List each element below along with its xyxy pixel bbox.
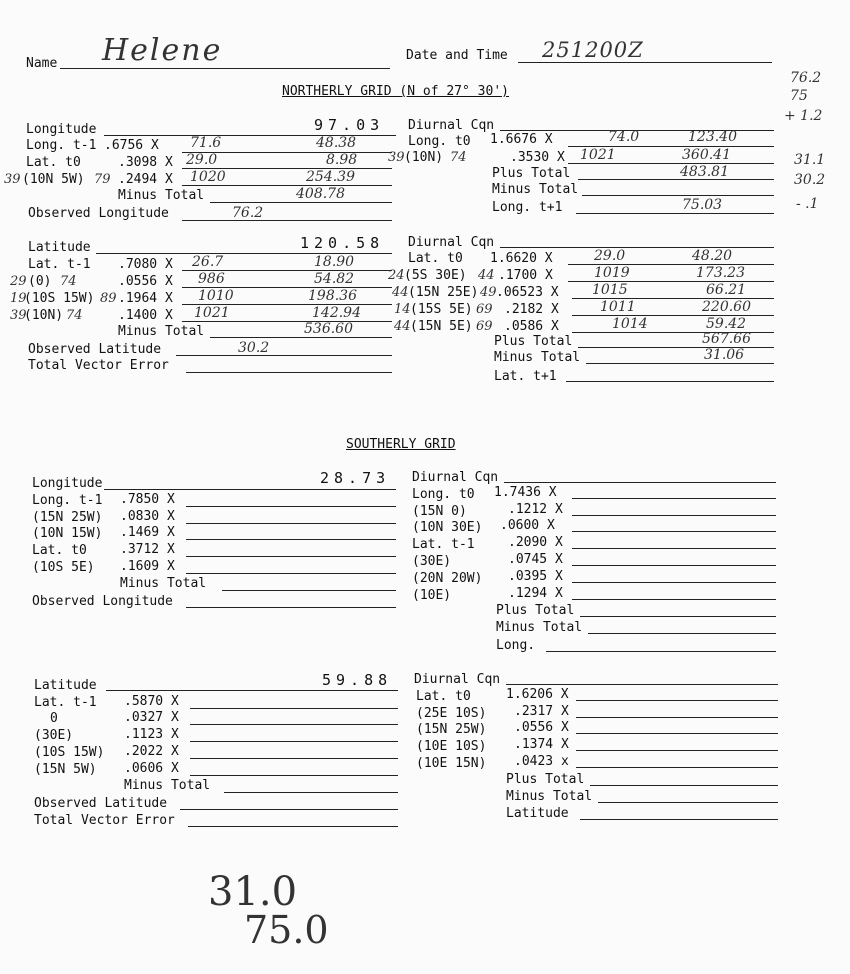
row-prefix: 79 xyxy=(94,172,111,187)
row-label: (10E) xyxy=(412,588,452,603)
row-coef: .1964 X xyxy=(118,291,173,306)
minus-total-line xyxy=(588,633,776,634)
row-line xyxy=(576,733,778,734)
section-label: Latitude xyxy=(28,240,91,255)
row-label: (10S 15W) xyxy=(34,745,105,760)
plus-total-value: 567.66 xyxy=(702,331,751,347)
row-prefix: 29 xyxy=(10,274,27,289)
section-value: 97.03 xyxy=(314,116,385,134)
row-coef: .0327 X xyxy=(124,710,179,725)
row-coef: 1.6206 X xyxy=(506,687,569,702)
minus-total-line xyxy=(224,792,398,793)
margin-note-2: 75 xyxy=(790,88,808,104)
minus-total-value: 408.78 xyxy=(296,186,345,202)
row-prefix: 39 xyxy=(10,308,27,323)
observed-line xyxy=(180,809,398,810)
row-line xyxy=(576,717,778,718)
southerly-grid-title: SOUTHERLY GRID xyxy=(346,437,456,452)
row-coef: .0745 X xyxy=(508,552,563,567)
row-prefix: 39 xyxy=(388,150,405,165)
row-label: Long. t-1 xyxy=(32,493,103,508)
row-input: 74.0 xyxy=(608,129,640,145)
row-line xyxy=(190,758,398,759)
minus-total-label: Minus Total xyxy=(124,778,211,793)
minus-total-label: Minus Total xyxy=(118,188,205,203)
observed-label: Observed Latitude xyxy=(34,796,168,811)
row-coef: 1.6620 X xyxy=(490,251,553,266)
tve-line xyxy=(188,826,398,827)
datetime-label: Date and Time xyxy=(406,48,508,63)
row-prefix: 69 xyxy=(476,319,493,334)
minus-total-value: 31.06 xyxy=(704,347,745,363)
row-coef: .3098 X xyxy=(118,155,173,170)
row-line xyxy=(572,515,776,516)
row-coef: .2494 X xyxy=(118,172,173,187)
row-label: (30E) xyxy=(34,728,74,743)
plus-total-value: 483.81 xyxy=(680,164,729,180)
row-coef: .0600 X xyxy=(500,518,555,533)
row-coef: .2182 X xyxy=(504,302,559,317)
observed-label: Observed Longitude xyxy=(28,206,169,221)
side-note-2: 30.2 xyxy=(794,172,826,188)
row-input: 986 xyxy=(198,271,225,287)
long-t1-line xyxy=(576,213,774,214)
row-result: 123.40 xyxy=(688,129,737,145)
row-coef: .2022 X xyxy=(124,744,179,759)
row-line xyxy=(190,741,398,742)
plus-total-line xyxy=(578,179,774,180)
latitude-label: Latitude xyxy=(506,806,569,821)
row-result: 142.94 xyxy=(312,305,361,321)
row-coef: .5870 X xyxy=(124,694,179,709)
lat-t1-label: Lat. t+1 xyxy=(494,369,557,384)
row-coef: .1700 X xyxy=(498,268,553,283)
minus-total-line xyxy=(598,802,778,803)
row-coef: .0423 x xyxy=(514,754,569,769)
row-label: (10N) xyxy=(404,150,444,165)
row-prefix: 24 xyxy=(388,268,405,283)
plus-total-label: Plus Total xyxy=(492,166,571,181)
row-line xyxy=(190,708,398,709)
footer-note-1: 31.0 xyxy=(208,869,298,915)
observed-line xyxy=(186,607,396,608)
row-label: Long. t-1 xyxy=(26,138,97,153)
section-label: Longitude xyxy=(32,476,103,491)
row-line xyxy=(572,498,776,499)
row-prefix: 69 xyxy=(476,302,493,317)
row-line xyxy=(576,700,778,701)
minus-total-line xyxy=(586,363,774,364)
row-label: (10N 30E) xyxy=(412,520,483,535)
row-label: (20N 20W) xyxy=(412,571,483,586)
row-prefix: 74 xyxy=(66,308,83,323)
row-coef: 1.6676 X xyxy=(490,132,553,147)
row-input: 1011 xyxy=(600,299,636,315)
row-input: 1015 xyxy=(592,282,628,298)
row-input: 29.0 xyxy=(594,248,626,264)
row-coef: .0830 X xyxy=(120,509,175,524)
diurnal-label: Diurnal Cqn xyxy=(408,118,495,133)
row-line xyxy=(572,548,776,549)
row-coef: .2090 X xyxy=(508,535,563,550)
row-coef: .3530 X xyxy=(510,150,565,165)
row-coef: .0586 X xyxy=(504,319,559,334)
row-input: 1021 xyxy=(194,305,230,321)
long-t1-label: Long. t+1 xyxy=(492,200,563,215)
observed-line xyxy=(182,220,392,221)
row-label: Lat. t0 xyxy=(32,543,87,558)
diurnal-label: Diurnal Cqn xyxy=(412,470,499,485)
row-prefix: 74 xyxy=(450,150,467,165)
row-input: 1014 xyxy=(612,316,648,332)
row-coef: .0395 X xyxy=(508,569,563,584)
row-coef: .6756 X xyxy=(104,138,159,153)
row-result: 59.42 xyxy=(706,316,747,332)
plus-total-line xyxy=(580,616,776,617)
plus-total-line xyxy=(590,785,778,786)
row-result: 48.20 xyxy=(692,248,733,264)
row-result: 254.39 xyxy=(306,169,355,185)
row-coef: .0606 X xyxy=(124,761,179,776)
row-input: 26.7 xyxy=(192,254,224,270)
row-line xyxy=(572,565,776,566)
row-label: (15N 5W) xyxy=(34,762,97,777)
row-label: (25E 10S) xyxy=(416,706,487,721)
side-note-3: - .1 xyxy=(796,196,819,212)
margin-note-3: + 1.2 xyxy=(784,108,823,124)
row-result: 198.36 xyxy=(308,288,357,304)
row-prefix: 44 xyxy=(394,319,411,334)
row-coef: .1469 X xyxy=(120,525,175,540)
row-label: Long. t0 xyxy=(408,134,471,149)
minus-total-label: Minus Total xyxy=(492,182,579,197)
row-label: (15N 0) xyxy=(412,504,467,519)
row-label: Lat. t0 xyxy=(408,251,463,266)
minus-total-value: 536.60 xyxy=(304,321,353,337)
plus-total-label: Plus Total xyxy=(506,772,585,787)
row-input: 1019 xyxy=(594,265,630,281)
row-line xyxy=(576,767,778,768)
row-coef: .06523 X xyxy=(496,285,559,300)
row-coef: .1374 X xyxy=(514,737,569,752)
minus-total-line xyxy=(582,195,774,196)
minus-total-label: Minus Total xyxy=(118,324,205,339)
row-line xyxy=(190,775,398,776)
tve-label: Total Vector Error xyxy=(28,358,169,373)
diurnal-label: Diurnal Cqn xyxy=(414,672,501,687)
tve-line xyxy=(186,372,392,373)
row-label: (10N 15W) xyxy=(32,526,103,541)
row-label: (15S 5E) xyxy=(410,302,473,317)
row-prefix: 74 xyxy=(60,274,77,289)
row-coef: .1123 X xyxy=(124,727,179,742)
row-label: (30E) xyxy=(412,554,452,569)
row-coef: .1294 X xyxy=(508,586,563,601)
row-line xyxy=(572,582,776,583)
row-line xyxy=(190,724,398,725)
row-label: 0 xyxy=(50,711,58,726)
row-label: (10S 5E) xyxy=(32,560,95,575)
minus-total-line xyxy=(210,337,392,338)
observed-label: Observed Latitude xyxy=(28,342,162,357)
plus-total-label: Plus Total xyxy=(496,603,575,618)
row-label: (5S 30E) xyxy=(404,268,467,283)
row-prefix: 44 xyxy=(392,285,409,300)
observed-label: Observed Longitude xyxy=(32,594,173,609)
long-label: Long. xyxy=(496,638,536,653)
row-label: (10S 15W) xyxy=(24,291,95,306)
northerly-grid-title: NORTHERLY GRID (N of 27° 30') xyxy=(282,84,509,99)
row-label: (15N 25W) xyxy=(32,510,103,525)
row-line xyxy=(576,750,778,751)
row-line xyxy=(182,321,392,322)
row-label: (15N 5E) xyxy=(410,319,473,334)
row-line xyxy=(568,163,774,164)
section-label: Latitude xyxy=(34,678,97,693)
row-label: (15N 25W) xyxy=(416,722,487,737)
row-line xyxy=(182,185,392,186)
row-coef: .1400 X xyxy=(118,308,173,323)
row-coef: 1.7436 X xyxy=(494,485,557,500)
row-line xyxy=(186,506,396,507)
observed-line xyxy=(176,355,392,356)
row-label: (10E 15N) xyxy=(416,756,487,771)
row-label: Lat. t-1 xyxy=(34,695,97,710)
plus-total-line xyxy=(578,347,774,348)
name-handwritten: Helene xyxy=(102,33,223,68)
row-result: 220.60 xyxy=(702,299,751,315)
section-label: Longitude xyxy=(26,122,97,137)
row-label: (0) xyxy=(28,274,52,289)
name-label: Name xyxy=(26,56,58,71)
datetime-line xyxy=(518,62,772,63)
name-line xyxy=(60,68,390,69)
latitude-line xyxy=(580,819,778,820)
row-result: 8.98 xyxy=(326,152,358,168)
minus-total-label: Minus Total xyxy=(506,789,593,804)
row-line xyxy=(572,599,776,600)
row-prefix: 44 xyxy=(478,268,495,283)
observed-value: 30.2 xyxy=(238,340,270,356)
long-t1-value: 75.03 xyxy=(682,197,723,213)
rule xyxy=(106,690,398,691)
row-input: 29.0 xyxy=(186,152,218,168)
row-label: Lat. t0 xyxy=(416,689,471,704)
row-prefix: 19 xyxy=(10,291,27,306)
row-label: (10E 10S) xyxy=(416,739,487,754)
row-label: (10N 5W) xyxy=(22,172,85,187)
row-line xyxy=(186,539,396,540)
row-label: (10N) xyxy=(24,308,64,323)
row-result: 360.41 xyxy=(682,147,731,163)
minus-total-label: Minus Total xyxy=(494,350,581,365)
row-coef: .3712 X xyxy=(120,542,175,557)
row-prefix: 89 xyxy=(100,291,117,306)
row-input: 71.6 xyxy=(190,135,222,151)
row-coef: .1609 X xyxy=(120,559,175,574)
rule xyxy=(104,489,396,490)
minus-total-line xyxy=(210,202,392,203)
row-input: 1021 xyxy=(580,147,616,163)
row-coef: .7080 X xyxy=(118,257,173,272)
row-input: 1020 xyxy=(190,169,226,185)
datetime-handwritten: 251200Z xyxy=(542,38,644,62)
row-coef: .1212 X xyxy=(508,502,563,517)
row-result: 54.82 xyxy=(314,271,355,287)
row-coef: .0556 X xyxy=(514,720,569,735)
minus-total-line xyxy=(222,590,396,591)
section-value: 59.88 xyxy=(322,671,393,689)
row-label: Lat. t0 xyxy=(26,155,81,170)
row-prefix: 14 xyxy=(394,302,411,317)
plus-total-label: Plus Total xyxy=(494,334,573,349)
row-label: Lat. t-1 xyxy=(28,257,91,272)
long-line xyxy=(546,651,776,652)
lat-t1-line xyxy=(566,381,774,382)
row-input: 1010 xyxy=(198,288,234,304)
minus-total-label: Minus Total xyxy=(120,576,207,591)
row-prefix: 49 xyxy=(480,285,497,300)
row-result: 48.38 xyxy=(316,135,357,151)
section-value: 120.58 xyxy=(300,234,385,252)
row-coef: .2317 X xyxy=(514,704,569,719)
row-label: (15N 25E) xyxy=(408,285,479,300)
footer-note-2: 75.0 xyxy=(244,908,329,952)
row-prefix: 39 xyxy=(4,172,21,187)
row-line xyxy=(572,531,776,532)
row-line xyxy=(186,573,396,574)
row-label: Long. t0 xyxy=(412,487,475,502)
side-note-1: 31.1 xyxy=(794,152,826,168)
rule xyxy=(504,482,776,483)
rule xyxy=(506,684,778,685)
row-line xyxy=(186,523,396,524)
row-coef: .0556 X xyxy=(118,274,173,289)
tve-label: Total Vector Error xyxy=(34,813,175,828)
row-coef: .7850 X xyxy=(120,492,175,507)
minus-total-label: Minus Total xyxy=(496,620,583,635)
margin-note-1: 76.2 xyxy=(790,70,822,86)
row-result: 66.21 xyxy=(706,282,747,298)
row-line xyxy=(186,556,396,557)
rule xyxy=(500,247,774,248)
row-result: 173.23 xyxy=(696,265,745,281)
section-value: 28.73 xyxy=(320,469,391,487)
row-label: Lat. t-1 xyxy=(412,537,475,552)
observed-value: 76.2 xyxy=(232,205,264,221)
row-result: 18.90 xyxy=(314,254,355,270)
diurnal-label: Diurnal Cqn xyxy=(408,235,495,250)
